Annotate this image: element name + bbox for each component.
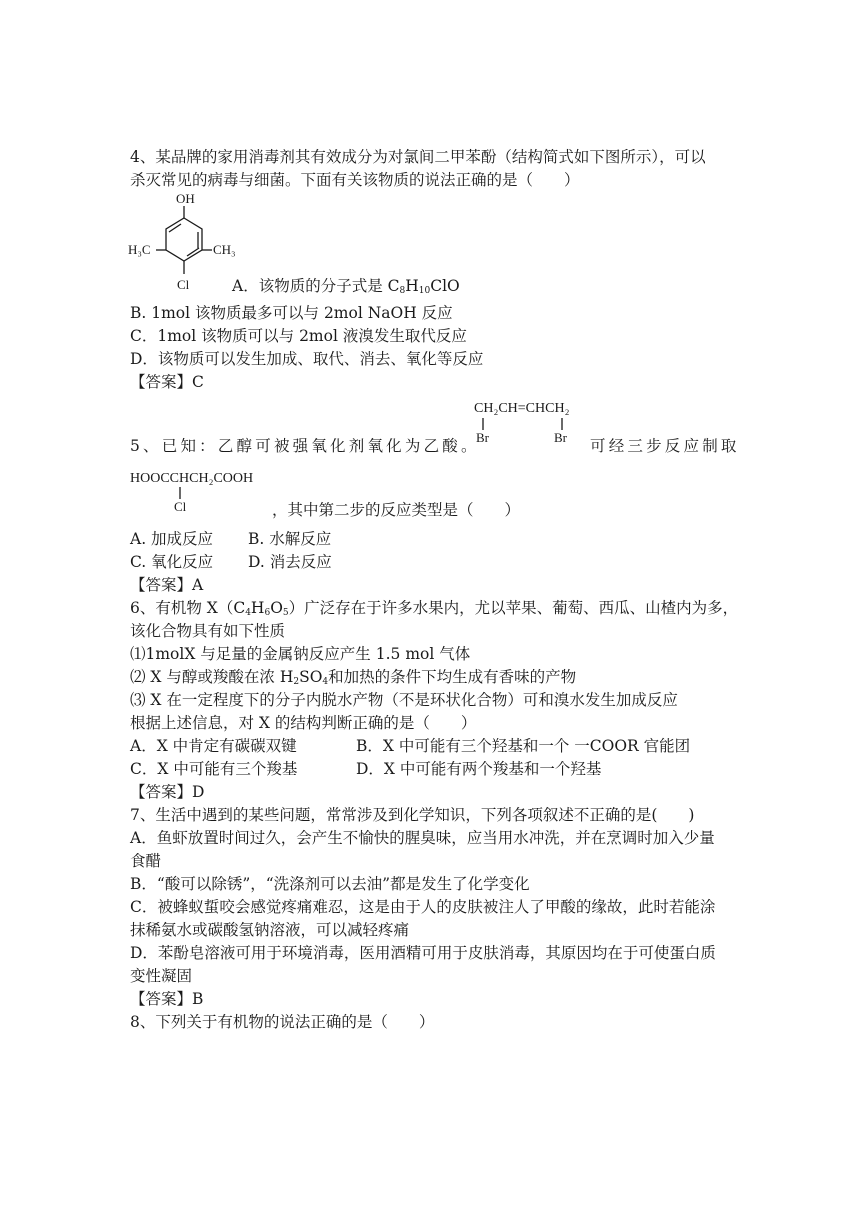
q6-option-d: D．X 中可能有两个羧基和一个羟基 [356,760,602,778]
q5-chlorosuccinic-acid-structure [128,466,278,514]
q6-option-b: B．X 中可能有三个羟基和一个 一COOR 官能团 [356,737,691,755]
q7-option-a-line-1: A．鱼虾放置时间过久，会产生不愉快的腥臭味，应当用水冲洗，并在烹调时加入少量 [130,829,715,847]
q5-stem-line-2: ，其中第二步的反应类型是（ ） [272,501,521,519]
q8-stem: 8、下列关于有机物的说法正确的是（ ） [130,1013,435,1031]
q6-stem-line-1: 6、有机物 $X(C_4H_6O_5)$广泛存在于许多水果内，尤以苹果、葡萄、西瓜、山楂内为多， [130,599,739,618]
q7-answer: 【答案】B [130,990,204,1008]
q4-option-d: D．该物质可以发生加成、取代、消去、氧化等反应 [130,350,484,368]
q5-option-b: B. 水解反应 [248,530,332,548]
q7-option-c-line-1: C．被蜂蚁蜇咬会感觉疼痛难忍，这是由于人的皮肤被注人了甲酸的缘故，此时若能涂 [130,898,716,916]
q5-structure1-br-right: Br [554,430,567,445]
q5-stem-line-1 [130,436,480,456]
q5-structure2-formula: HOOCCHCH₂COOH [130,471,254,486]
q7-option-d-line-1: D．苯酚皂溶液可用于环境消毒，医用酒精可用于皮肤消毒，其原因均在于可使蛋白质 [130,944,716,962]
q6-option-c: C．X 中可能有三个羧基 [130,760,298,778]
q6-answer: 【答案】D [130,783,205,801]
q5-structure1-formula: CH₂CH=CHCH₂ [474,401,570,416]
q4-structure-oh-label: OH [176,191,195,206]
q5-option-d: D. 消去反应 [248,553,332,571]
q6-option-a: A．X 中肯定有碳碳双键 [130,737,297,755]
q4-chlorodimethylphenol-structure [126,190,238,294]
q4-option-c: C．1mol 该物质可以与 2mol 液溴发生取代反应 [130,327,467,345]
q5-stem-tail: 可经三步反应制取 [590,437,740,455]
q6-property-2: ⑵ X 与醇或羧酸在浓 $H_2SO_4$和加热的条件下均生成有香味的产物 [130,668,577,687]
q4-stem-line-2: 杀灭常见的病毒与细菌。下面有关该物质的说法正确的是（ ） [130,171,580,189]
q7-option-c-line-2: 抹稀氨水或碳酸氢钠溶液，可以减轻疼痛 [130,921,410,939]
q4-stem-line-1: 4、某品牌的家用消毒剂其有效成分为对氯间二甲苯酚（结构简式如下图所示），可以 [130,148,706,166]
q4-option-a: A．该物质的分子式是 $C_8H_{10}ClO$ [232,277,460,296]
q4-answer: 【答案】C [130,373,204,391]
q5-stem-text: 5、已知：乙醇可被强氧化剂氧化为乙酸。 [130,437,480,455]
q4-structure-ch3-left-label: H₃C [128,242,151,257]
q5-structure1-br-left: Br [476,430,489,445]
q6-question-line: 根据上述信息，对 X 的结构判断正确的是（ ） [130,714,477,732]
q7-option-d-line-2: 变性凝固 [130,967,193,985]
q7-stem: 7、生活中遇到的某些问题，常常涉及到化学知识，下列各项叙述不正确的是( ) [130,806,695,824]
q5-answer: 【答案】A [130,576,204,594]
q5-dibromobutene-structure [472,396,592,446]
q4-structure-cl-label: Cl [177,277,190,292]
q6-property-3: ⑶ X 在一定程度下的分子内脱水产物（不是环状化合物）可和溴水发生加成反应 [130,691,678,709]
q5-structure2-cl-label: Cl [174,499,187,514]
q7-option-b: B．“酸可以除锈”，“洗涤剂可以去油”都是发生了化学变化 [130,875,530,893]
q4-structure-ch3-right-label: CH₃ [213,242,236,257]
q5-option-a: A. 加成反应 [130,530,214,548]
q6-stem-line-2: 该化合物具有如下性质 [130,622,286,640]
q5-option-c: C. 氧化反应 [130,553,214,571]
q4-option-b: B. 1mol 该物质最多可以与 2mol NaOH 反应 [130,304,453,322]
q7-option-a-line-2: 食醋 [130,852,162,870]
q6-property-1: ⑴1molX 与足量的金属钠反应产生 1.5 mol 气体 [130,645,471,663]
